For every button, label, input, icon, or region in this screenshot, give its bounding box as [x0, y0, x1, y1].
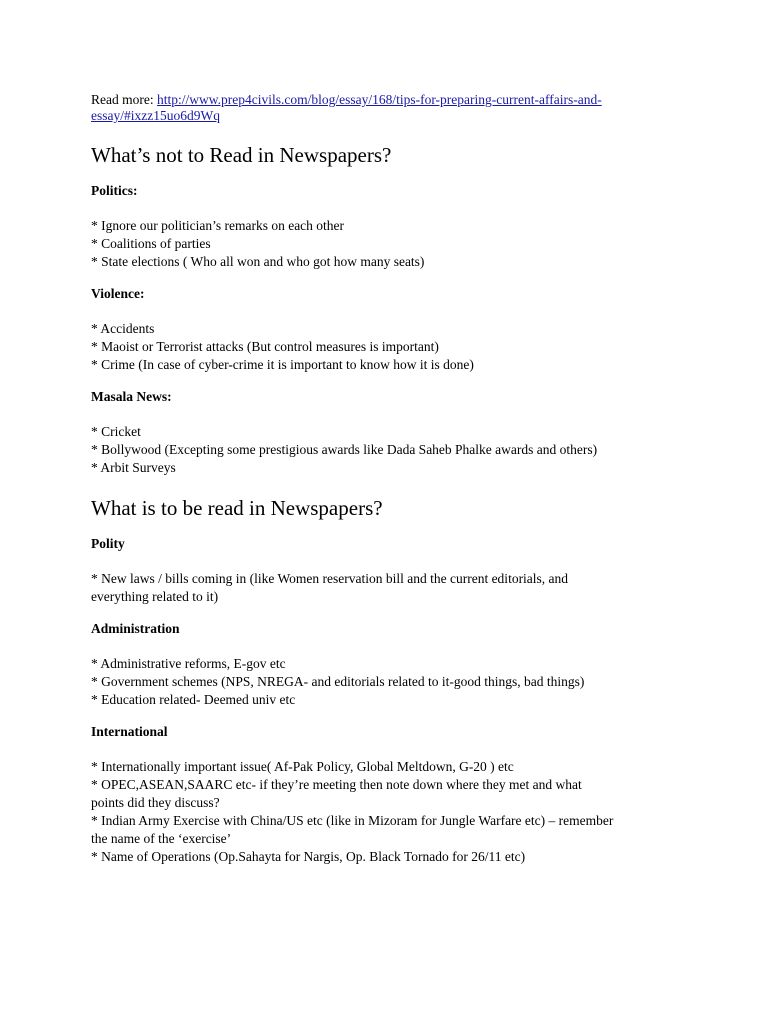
list-item: * Crime (In case of cyber-crime it is important to know how it is done): [91, 357, 474, 372]
list-international: [91, 758, 691, 866]
list-item: * State elections ( Who all won and who got how many seats): [91, 254, 425, 269]
list-item: * Name of Operations (Op.Sahayta for Nargis, Op. Black Tornado for 26/11 etc): [91, 849, 526, 864]
list-item: * Maoist or Terrorist attacks (But control measures is important): [91, 339, 439, 354]
heading-not-to-read: What’s not to Read in Newspapers?: [91, 143, 392, 167]
list-masala-news: [91, 423, 691, 477]
document-page: [91, 92, 691, 866]
list-item: * Indian Army Exercise with China/US etc (like in Mizoram for Jungle Warfare etc) – remember: [91, 813, 614, 828]
list-item: * Accidents: [91, 321, 155, 336]
read-more-label: Read more:: [91, 92, 157, 107]
list-item: * OPEC,ASEAN,SAARC etc- if they’re meeting then note down where they met and what: [91, 777, 582, 792]
list-administration: [91, 655, 691, 709]
subheading-politics: Politics:: [91, 183, 138, 198]
list-violence: [91, 320, 691, 374]
subheading-masala-news: Masala News:: [91, 389, 172, 404]
list-item: * Coalitions of parties: [91, 236, 211, 251]
list-item: everything related to it): [91, 589, 219, 604]
subheading-administration: Administration: [91, 621, 180, 636]
source-link[interactable]: [91, 92, 602, 123]
subheading-polity: Polity: [91, 536, 125, 551]
list-item: * Internationally important issue( Af-Pak Policy, Global Meltdown, G-20 ) etc: [91, 759, 514, 774]
read-more-line: [91, 92, 691, 124]
list-item: * New laws / bills coming in (like Women reservation bill and the current editorials, and: [91, 571, 569, 586]
list-item: * Government schemes (NPS, NREGA- and editorials related to it-good things, bad things): [91, 674, 585, 689]
list-item: the name of the ‘exercise’: [91, 831, 232, 846]
list-item: * Education related- Deemed univ etc: [91, 692, 296, 707]
list-item: * Cricket: [91, 424, 141, 439]
source-link-line-2: essay/#ixzz15uo6d9Wq: [91, 108, 220, 123]
list-politics: [91, 217, 691, 271]
list-item: * Bollywood (Excepting some prestigious awards like Dada Saheb Phalke awards and others): [91, 442, 598, 457]
list-item: * Arbit Surveys: [91, 460, 176, 475]
list-item: * Ignore our politician’s remarks on each other: [91, 218, 345, 233]
source-link-line-1: http://www.prep4civils.com/blog/essay/168/tips-for-preparing-current-affairs-and-: [156, 92, 602, 107]
list-item: points did they discuss?: [91, 795, 220, 810]
heading-to-read: What is to be read in Newspapers?: [91, 496, 383, 520]
list-polity: [91, 570, 691, 606]
list-item: * Administrative reforms, E-gov etc: [91, 656, 286, 671]
subheading-international: International: [91, 724, 168, 739]
subheading-violence: Violence:: [91, 286, 145, 301]
